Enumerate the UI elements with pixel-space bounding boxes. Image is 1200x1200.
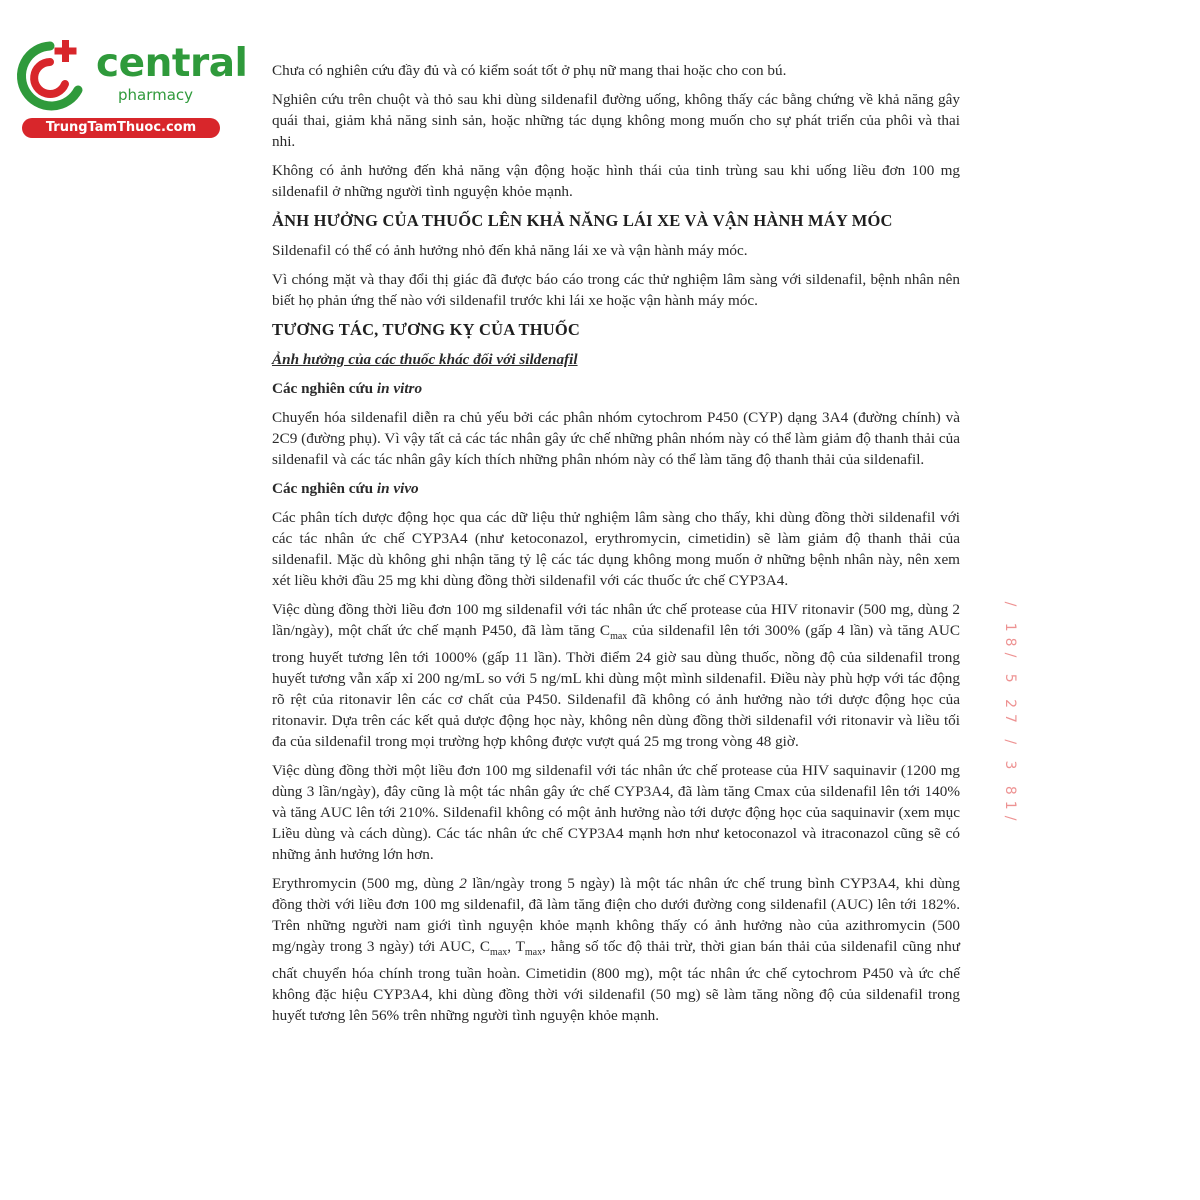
red-stamp-mark xyxy=(1000,601,1020,827)
paragraph-metabolism: Chuyển hóa sildenafil diễn ra chủ yếu bởi các phân nhóm cytochrom P450 (CYP) dạng 3A4 (đường chính) và 2C9 (đường phụ). Vì vậy tất cả các tác nhân gây ức chế những phân nhóm này có thể làm giảm độ thanh thải của sildenafil và các tác nhân gây kích thích những phân nhóm này có thể làm tăng độ thanh thải của sildenafil. xyxy=(272,409,960,468)
paragraph-sperm: Không có ảnh hưởng đến khả năng vận động hoặc hình thái của tinh trùng sau khi uống liều đơn 100 mg sildenafil ở những người tình nguyện khỏe mạnh. xyxy=(272,162,960,200)
subheading-other-drugs: Ảnh hưởng của các thuốc khác đối với sildenafil xyxy=(272,351,578,368)
paragraph-pk-analysis: Các phân tích dược động học qua các dữ liệu thử nghiệm lâm sàng cho thấy, khi dùng đồng thời sildenafil với các tác nhân ức chế CYP3A4 (như ketoconazol, erythromycin, cimetidin) sẽ làm giảm độ thanh thải của sildenafil. Mặc dù không ghi nhận tăng tỷ lệ các tác dụng không mong muốn ở những bệnh nhân này, nên xem xét liều khởi đầu 25 mg khi dùng đồng thời sildenafil với các thuốc ức chế CYP3A4. xyxy=(272,509,960,589)
heading-in-vivo: Các nghiên cứu in vivo xyxy=(272,480,419,497)
paragraph-pregnancy: Chưa có nghiên cứu đầy đủ và có kiểm soát tốt ở phụ nữ mang thai hoặc cho con bú. xyxy=(272,62,787,79)
paragraph-driving-effect: Sildenafil có thể có ảnh hưởng nhỏ đến khả năng lái xe và vận hành máy móc. xyxy=(272,242,748,259)
pharmacy-logo-icon xyxy=(10,38,90,118)
stamp-text: / 18/ 5 27 / 3 81/ xyxy=(1002,601,1018,827)
brand-name: central xyxy=(96,41,248,86)
paragraph-ritonavir: Việc dùng đồng thời liều đơn 100 mg sildenafil với tác nhân ức chế protease của HIV ritonavir (500 mg, dùng 2 lần/ngày), một chất ức chế mạnh P450, đã làm tăng $C_{max}$ của sildenafil lên tới 300% (gấp 4 lần) và tăng AUC trong huyết tương lên tới 1000% (gấp 11 lần). Thời điểm 24 giờ sau dùng thuốc, nồng độ của sildenafil trong huyết tương vẫn xấp xỉ 200 ng/mL so với 5 ng/mL khi dùng một mình sildenafil. Điều này phù hợp với tác động rõ rệt của ritonavir lên các cơ chất của P450. Sildenafil đã không có ảnh hưởng nào tới dược động học của ritonavir. Dựa trên các kết quả dược động học này, không nên dùng đồng thời sildenafil với ritonavir và liều tối đa của sildenafil trong mọi trường hợp không được vượt quá 25 mg trong vòng 48 giờ. xyxy=(272,601,960,751)
paragraph-saquinavir: Việc dùng đồng thời một liều đơn 100 mg sildenafil với tác nhân ức chế protease của HIV saquinavir (1200 mg dùng 3 lần/ngày), đây cũng là một tác nhân gây ức chế CYP3A4, đã làm tăng Cmax của sildenafil lên tới 140% và tăng AUC lên tới 210%. Sildenafil không có một ảnh hưởng nào tới dược động học của saquinavir (xem mục Liều dùng và cách dùng). Các tác nhân ức chế CYP3A4 mạnh hơn như ketoconazol và itraconazol cũng sẽ có những ảnh hưởng lớn hơn. xyxy=(272,762,960,864)
brand-subtitle: pharmacy xyxy=(118,86,194,104)
heading-driving: ẢNH HƯỞNG CỦA THUỐC LÊN KHẢ NĂNG LÁI XE VÀ VẬN HÀNH MÁY MÓC xyxy=(272,211,893,230)
paragraph-animal-studies: Nghiên cứu trên chuột và thỏ sau khi dùng sildenafil đường uống, không thấy các bằng chứng về khả năng gây quái thai, giảm khả năng sinh sản, hoặc những tác dụng không mong muốn cho sự phát triển của phôi và thai nhi. xyxy=(272,91,960,150)
central-pharmacy-logo xyxy=(10,38,248,138)
paragraph-dizziness: Vì chóng mặt và thay đổi thị giác đã được báo cáo trong các thử nghiệm lâm sàng với sildenafil, bệnh nhân nên biết họ phản ứng thế nào với sildenafil trước khi lái xe hoặc vận hành máy móc. xyxy=(272,271,960,309)
brand-url-badge[interactable]: TrungTamThuoc.com xyxy=(22,118,220,138)
paragraph-erythromycin: Erythromycin (500 mg, dùng 2 lần/ngày trong 5 ngày) là một tác nhân ức chế trung bình CYP3A4, khi dùng đồng thời với liều đơn 100 mg sildenafil, đã làm tăng điện cho dưới đường cong sildenafil (AUC) lên tới 182%. Trên những người nam giới tình nguyện khỏe mạnh không thấy có ảnh hưởng nào của azithromycin (500 mg/ngày trong 3 ngày) tới AUC, $C_{max}$, $T_{max}$, hằng số tốc độ thải trừ, thời gian bán thải của sildenafil cũng như chất chuyển hóa chính trong tuần hoàn. Cimetidin (800 mg), một tác nhân ức chế cytochrom P450 và ức chế không đặc hiệu CYP3A4, khi dùng đồng thời với sildenafil (50 mg) sẽ làm tăng nồng độ của sildenafil trong huyết tương lên 56% trên những người tình nguyện khỏe mạnh. xyxy=(272,875,960,1025)
heading-in-vitro: Các nghiên cứu in vitro xyxy=(272,380,423,397)
leaflet-text xyxy=(272,60,960,1026)
heading-interactions: TƯƠNG TÁC, TƯƠNG KỴ CỦA THUỐC xyxy=(272,320,581,339)
